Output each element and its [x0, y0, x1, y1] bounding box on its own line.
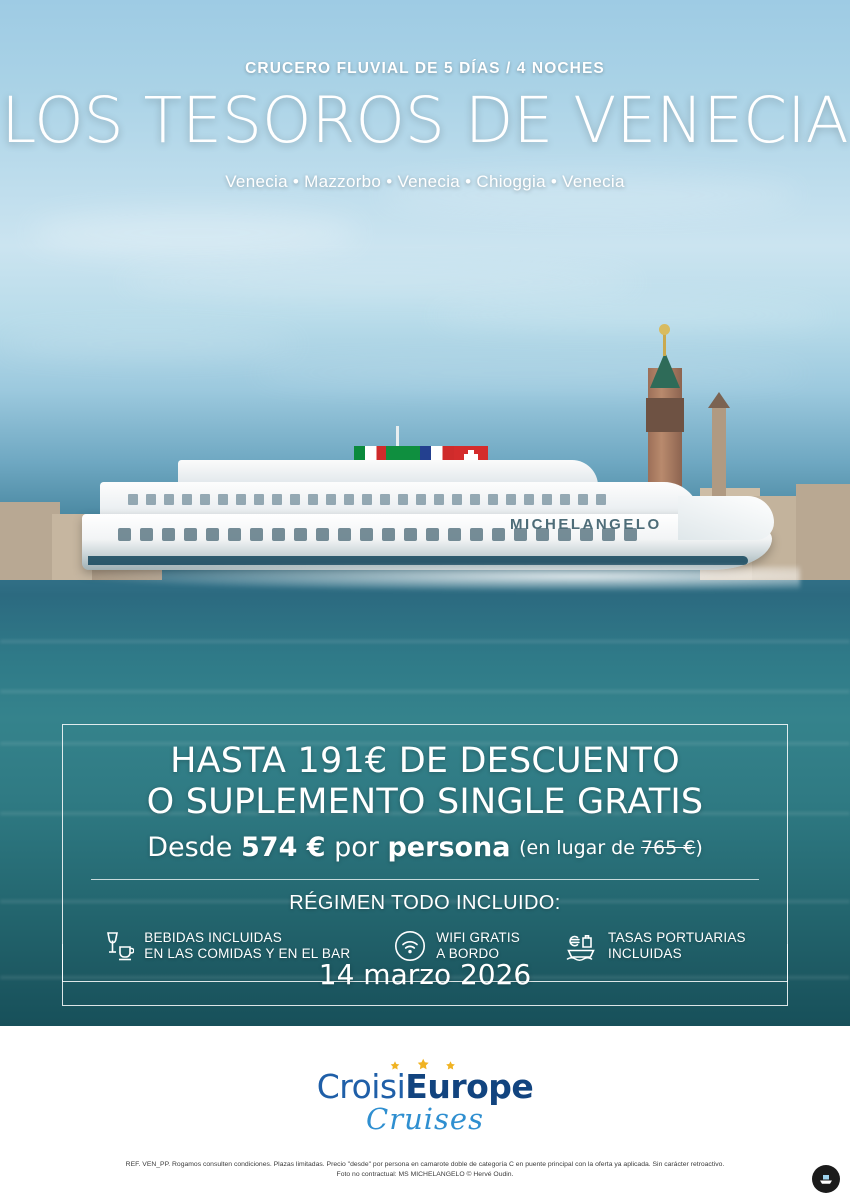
ship-bow: [678, 496, 774, 540]
price-was-amount: 765 €: [640, 837, 696, 859]
cruise-duration-kicker: CRUCERO FLUVIAL DE 5 DÍAS / 4 NOCHES: [245, 60, 605, 77]
regimen-heading: RÉGIMEN TODO INCLUIDO:: [289, 892, 561, 914]
legal-disclaimer: [0, 1160, 850, 1180]
campanile-roof: [650, 352, 680, 388]
brand-tagline: Cruises: [366, 1102, 484, 1136]
footer: [0, 1026, 850, 1201]
perk-drinks-line2: EN LAS COMIDAS Y EN EL BAR: [144, 946, 351, 961]
price-suffix-bold: persona: [387, 832, 511, 863]
cloud-decoration: [0, 330, 300, 358]
ship-name-label: MICHELANGELO: [510, 516, 662, 533]
price-amount: 574 €: [241, 832, 326, 863]
cloud-decoration: [120, 265, 640, 299]
cloud-decoration: [30, 210, 360, 256]
perk-port-taxes-line1: TASAS PORTUARIAS: [608, 930, 746, 945]
secondary-tower-roof: [708, 392, 730, 408]
itinerary-route: Venecia • Mazzorbo • Venecia • Chioggia • Venecia: [225, 172, 625, 191]
perk-wifi-line1: WIFI GRATIS: [436, 930, 520, 945]
ship-hull-stripe: [88, 556, 748, 565]
offer-headline-single: O SUPLEMENTO SINGLE GRATIS: [146, 782, 704, 822]
brand-name-part-a: Croisi: [316, 1067, 406, 1106]
perk-wifi-line2: A BORDO: [436, 946, 500, 961]
water-ripple: [0, 690, 850, 693]
ship-wake: [60, 566, 800, 592]
offer-divider: [91, 879, 759, 880]
brand-name-part-b: Europe: [405, 1067, 534, 1106]
brand-logo: [0, 1056, 850, 1134]
price-row: [63, 831, 787, 865]
offer-headline-discount: HASTA 191€ DE DESCUENTO: [170, 741, 680, 781]
corner-badge-icon: [812, 1165, 840, 1193]
price-suffix-plain: por: [334, 832, 388, 863]
cloud-decoration: [250, 360, 810, 386]
ship-upper-windows: [128, 494, 618, 505]
building-silhouette: [0, 502, 60, 580]
legal-line-2: Foto no contractual: MS MICHELANGELO © Hervé Oudin.: [336, 1171, 514, 1178]
brand-name: [0, 1067, 850, 1106]
building-silhouette: [796, 484, 850, 580]
price-was-suffix: ): [695, 837, 703, 859]
water-ripple: [0, 640, 850, 643]
cloud-decoration: [430, 300, 830, 330]
page-title: LOS TESOROS DE VENECIA: [1, 84, 849, 157]
legal-line-1: REF. VEN_PP. Rogamos consulten condiciones. Plazas limitadas. Precio "desde" por persona en camarote doble de categoría C en puente principal con la oferta ya aplicada. Sin carácter retroactivo.: [125, 1161, 725, 1168]
campanile-belfry: [646, 398, 684, 432]
perk-drinks-line1: BEBIDAS INCLUIDAS: [144, 930, 282, 945]
price-prefix: Desde: [147, 832, 233, 863]
perk-port-taxes-line2: INCLUIDAS: [608, 946, 682, 961]
campanile-tip: [659, 324, 670, 335]
price-was-prefix: (en lugar de: [519, 837, 641, 859]
departure-date: 14 marzo 2026: [318, 958, 532, 991]
departure-date-box: [62, 944, 788, 1006]
